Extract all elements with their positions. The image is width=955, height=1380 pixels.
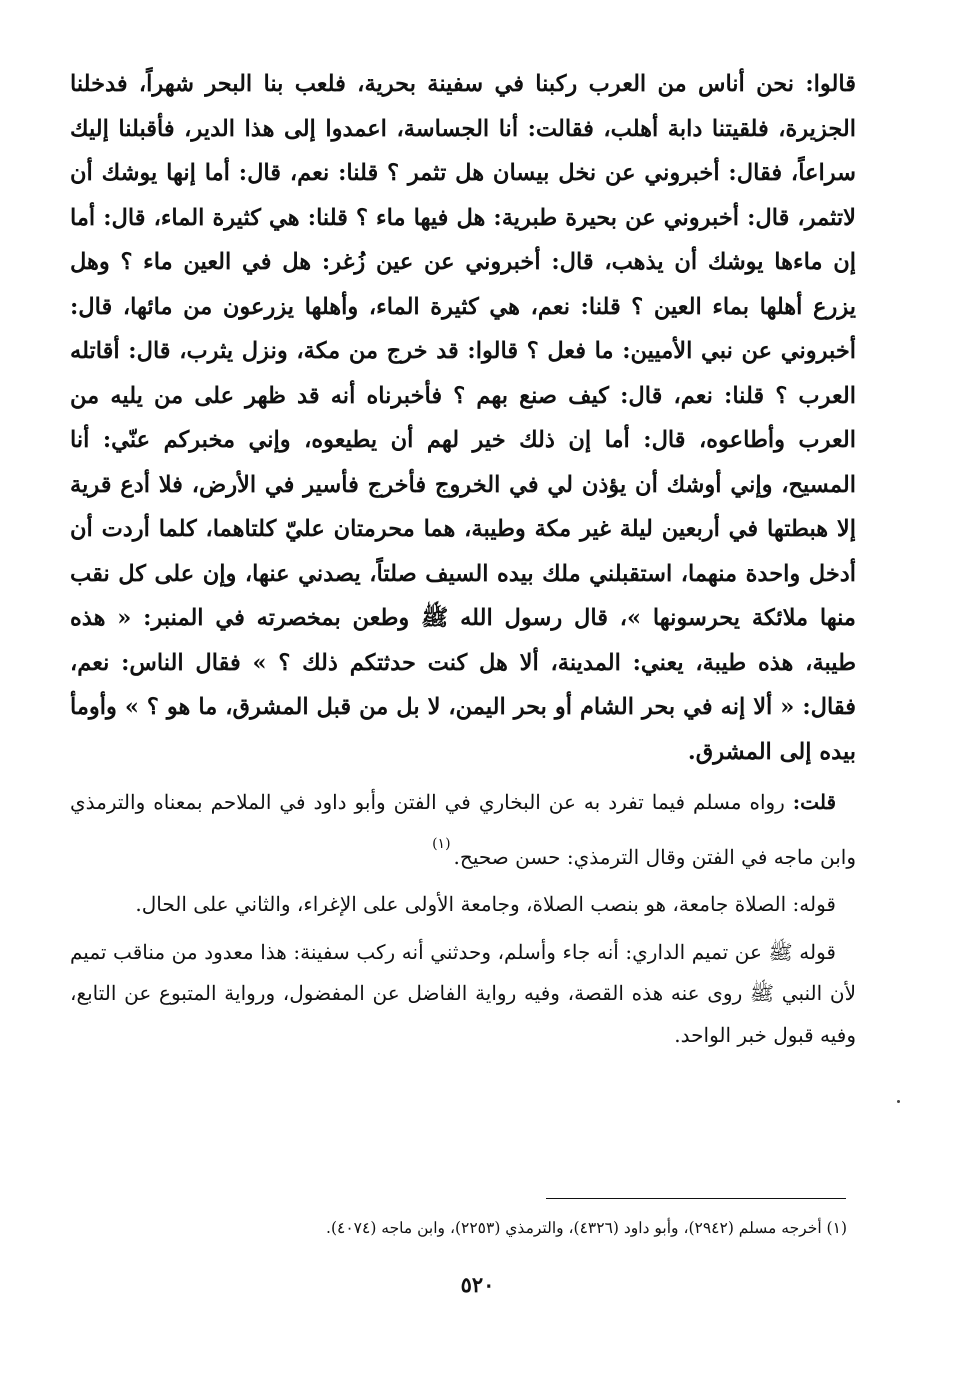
- margin-speck: [897, 1100, 900, 1103]
- commentary-block: [70, 782, 856, 1056]
- page-body: [70, 62, 856, 1062]
- commentary-text: قوله ﷺ عن تميم الداري: أنه جاء وأسلم، وحدثني أنه ركب سفينة: هذا معدود من مناقب تميم لأن النبي ﷺ روى عنه هذه القصة، وفيه رواية الفاضل عن المفضول، ورواية المتبوع عن التابع، وفيه قبول خبر الواحد.: [70, 939, 856, 1047]
- hadith-text-block: [70, 62, 856, 774]
- commentary-paragraph-1: [70, 782, 856, 878]
- footnote: (١) أخرجه مسلم (٢٩٤٢)، وأبو داود (٤٣٢٦)، والترمذي (٢٢٥٣)، وابن ماجه (٤٠٧٤).: [326, 1219, 847, 1237]
- page-number: ٥٢٠: [460, 1272, 495, 1297]
- commentary-paragraph-3: [70, 932, 856, 1057]
- hadith-paragraph: قالوا: نحن أناس من العرب ركبنا في سفينة بحرية، فلعب بنا البحر شهراً، فدخلنا الجزيرة، فلقيتنا دابة أهلب، فقالت: أنا الجساسة، اعمدوا إلى هذا الدير، فأقبلنا إليك سراعاً، فقال: أخبروني عن نخل بيسان هل تثمر ؟ قلنا: نعم، قال: أما إنها يوشك أن لاتثمر، قال: أخبروني عن بحيرة طبرية: هل فيها ماء ؟ قلنا: هي كثيرة الماء، قال: أما إن ماءها يوشك أن يذهب، قال: أخبروني عن عين زُغر: هل في العين ماء ؟ وهل يزرع أهلها بماء العين ؟ قلنا: نعم، هي كثيرة الماء، وأهلها يزرعون من مائها، قال: أخبروني عن نبي الأميين: ما فعل ؟ قالوا: قد خرج من مكة، ونزل يثرب، قال: أقاتله العرب ؟ قلنا: نعم، قال: كيف صنع بهم ؟ فأخبرناه أنه قد ظهر على من يليه من العرب وأطاعوه، قال: أما إن ذلك خير لهم أن يطيعوه، وإني مخبركم عنّي: أنا المسيح، وإني أوشك أن يؤذن لي في الخروج فأخرج فأسير في الأرض، فلا أدع قرية إلا هبطتها في أربعين ليلة غير مكة وطيبة، هما محرمتان عليّ كلتاهما، كلما أردت أن أدخل واحدة منهما، استقبلني ملك بيده السيف صلتاً، يصدني عنها، وإن على كل نقب منها ملائكة يحرسونها »، قال رسول الله ﷺ وطعن بمخصرته في المنبر: « هذه طيبة، هذه طيبة، يعني: المدينة، ألا هل كنت حدثتكم ذلك ؟ » فقال الناس: نعم، فقال: « ألا إنه في بحر الشام أو بحر اليمن، لا بل من قبل المشرق، ما هو ؟ » وأومأ بيده إلى المشرق.: [70, 71, 857, 765]
- commentary-text: رواه مسلم فيما تفرد به عن البخاري في الفتن وأبو داود في الملاحم بمعناه والترمذي وابن ماجه في الفتن وقال الترمذي: حسن صحيح.: [70, 790, 856, 869]
- commentary-lead: قلت:: [792, 790, 836, 814]
- commentary-text: قوله: الصلاة جامعة، هو بنصب الصلاة، وجامعة الأولى على الإغراء، والثاني على الحال.: [135, 892, 836, 916]
- commentary-paragraph-2: [70, 884, 856, 926]
- footnote-reference: (١): [432, 835, 451, 852]
- footnote-separator: [546, 1198, 846, 1199]
